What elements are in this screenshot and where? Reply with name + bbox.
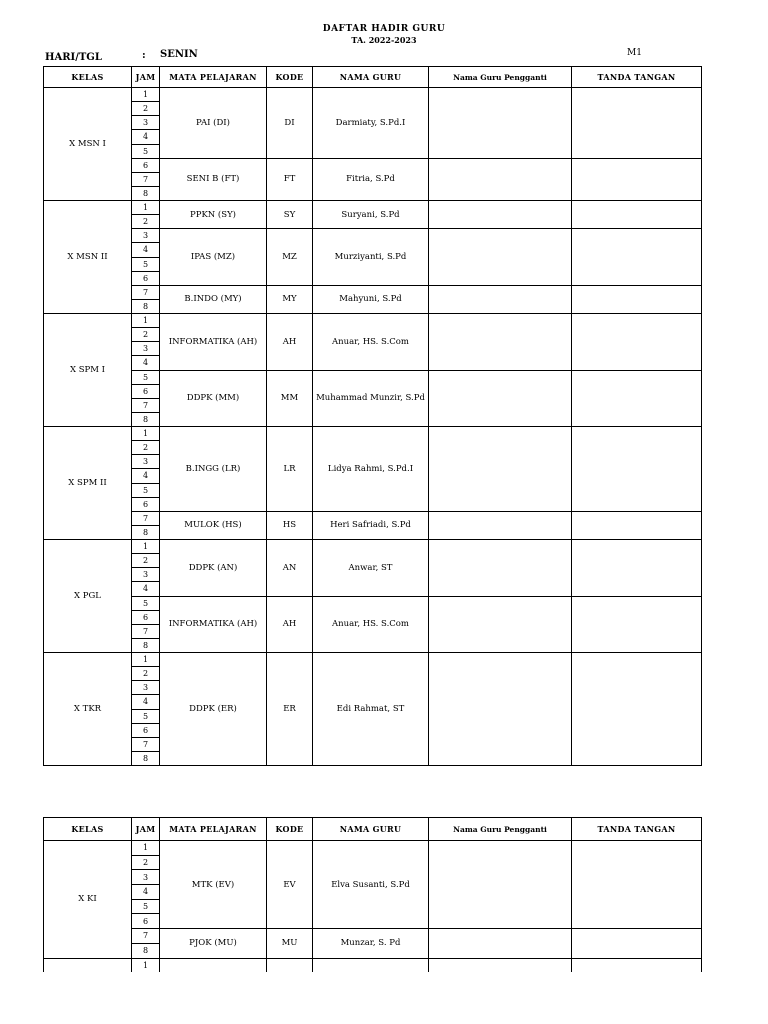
period-cell: 4 [132, 130, 160, 144]
period-cell: 1 [132, 958, 160, 972]
code-cell: DI [267, 88, 313, 159]
sheet-code: M1 [627, 48, 642, 58]
code-cell: MM [267, 370, 313, 427]
period-cell: 2 [132, 215, 160, 229]
period-cell: 5 [132, 144, 160, 158]
period-cell: 4 [132, 695, 160, 709]
code-cell: AN [267, 540, 313, 597]
period-cell: 3 [132, 870, 160, 885]
period-cell: 7 [132, 285, 160, 299]
period-cell: 7 [132, 929, 160, 944]
teacher-cell: Fitria, S.Pd [313, 158, 429, 200]
subject-cell: INFORMATIKA (AH) [160, 596, 267, 653]
period-cell: 8 [132, 412, 160, 426]
period-cell: 8 [132, 186, 160, 200]
column-header: JAM [132, 67, 160, 88]
teacher-cell: Edi Rahmat, ST [313, 653, 429, 766]
code-cell: ER [267, 653, 313, 766]
subject-cell: PJOK (MU) [160, 929, 267, 958]
code-cell [267, 958, 313, 972]
teacher-cell: Suryani, S.Pd [313, 201, 429, 229]
column-header: TANDA TANGAN [572, 818, 702, 841]
class-cell: X MSN II [44, 201, 132, 314]
subject-cell: DDPK (ER) [160, 653, 267, 766]
code-cell: MY [267, 285, 313, 313]
period-cell: 2 [132, 102, 160, 116]
period-cell: 1 [132, 314, 160, 328]
subject-cell: MTK (EV) [160, 841, 267, 929]
period-cell: 7 [132, 737, 160, 751]
teacher-cell: Elva Susanti, S.Pd [313, 841, 429, 929]
period-cell: 7 [132, 624, 160, 638]
signature-cell[interactable] [572, 958, 702, 972]
period-cell: 6 [132, 384, 160, 398]
period-cell: 4 [132, 885, 160, 900]
class-cell: X TKR [44, 653, 132, 766]
period-cell: 3 [132, 342, 160, 356]
code-cell: MZ [267, 229, 313, 286]
period-cell: 3 [132, 229, 160, 243]
period-cell: 7 [132, 511, 160, 525]
period-cell: 4 [132, 469, 160, 483]
period-cell: 7 [132, 398, 160, 412]
column-header: TANDA TANGAN [572, 67, 702, 88]
column-header: KODE [267, 67, 313, 88]
period-cell: 8 [132, 638, 160, 652]
substitute-teacher-cell[interactable] [429, 841, 572, 929]
code-cell: FT [267, 158, 313, 200]
period-cell: 2 [132, 667, 160, 681]
column-header: NAMA GURU [313, 818, 429, 841]
subject-cell: INFORMATIKA (AH) [160, 314, 267, 371]
column-header: KELAS [44, 818, 132, 841]
subject-cell: DDPK (AN) [160, 540, 267, 597]
code-cell: HS [267, 511, 313, 539]
period-cell: 1 [132, 540, 160, 554]
table-row [44, 929, 702, 944]
school-year: TA. 2022-2023 [351, 35, 417, 45]
subject-cell: PPKN (SY) [160, 201, 267, 229]
code-cell: LR [267, 427, 313, 512]
subject-cell: B.INGG (LR) [160, 427, 267, 512]
period-cell: 4 [132, 356, 160, 370]
period-cell: 3 [132, 455, 160, 469]
substitute-teacher-cell[interactable] [429, 929, 572, 958]
period-cell: 2 [132, 554, 160, 568]
period-cell: 5 [132, 483, 160, 497]
column-header: NAMA GURU [313, 67, 429, 88]
day-value: SENIN [160, 49, 198, 60]
header-row [44, 818, 702, 841]
teacher-cell: Anwar, ST [313, 540, 429, 597]
teacher-cell: Darmiaty, S.Pd.I [313, 88, 429, 159]
period-cell: 7 [132, 172, 160, 186]
period-cell: 5 [132, 899, 160, 914]
column-header: KELAS [44, 67, 132, 88]
signature-cell[interactable] [572, 929, 702, 958]
teacher-cell: Mahyuni, S.Pd [313, 285, 429, 313]
period-cell: 3 [132, 681, 160, 695]
period-cell: 8 [132, 525, 160, 539]
code-cell: AH [267, 314, 313, 371]
period-cell: 6 [132, 723, 160, 737]
day-separator: : [142, 50, 146, 61]
period-cell: 4 [132, 582, 160, 596]
table-row [44, 958, 702, 972]
subject-cell: MULOK (HS) [160, 511, 267, 539]
class-cell: X KI [44, 841, 132, 959]
column-header: MATA PELAJARAN [160, 818, 267, 841]
column-header: JAM [132, 818, 160, 841]
period-cell: 8 [132, 751, 160, 765]
period-cell: 6 [132, 158, 160, 172]
teacher-cell: Lidya Rahmi, S.Pd.I [313, 427, 429, 512]
subject-cell: PAI (DI) [160, 88, 267, 159]
period-cell: 3 [132, 116, 160, 130]
teacher-cell: Munzar, S. Pd [313, 929, 429, 958]
period-cell: 2 [132, 441, 160, 455]
code-cell: AH [267, 596, 313, 653]
class-cell: X PGL [44, 540, 132, 653]
teacher-cell: Heri Safriadi, S.Pd [313, 511, 429, 539]
column-header: Nama Guru Pengganti [429, 67, 572, 88]
teacher-cell: Muhammad Munzir, S.Pd [313, 370, 429, 427]
period-cell: 6 [132, 271, 160, 285]
page-title: DAFTAR HADIR GURU [322, 24, 446, 34]
period-cell: 1 [132, 88, 160, 102]
subject-cell: B.INDO (MY) [160, 285, 267, 313]
class-cell: X MSN I [44, 88, 132, 201]
teacher-cell: Anuar, HS. S.Com [313, 596, 429, 653]
period-cell: 5 [132, 257, 160, 271]
period-cell: 3 [132, 568, 160, 582]
period-cell: 1 [132, 201, 160, 215]
class-cell: X SPM II [44, 427, 132, 540]
period-cell: 6 [132, 497, 160, 511]
period-cell: 8 [132, 943, 160, 958]
period-cell: 1 [132, 653, 160, 667]
code-cell: MU [267, 929, 313, 958]
subject-cell: DDPK (MM) [160, 370, 267, 427]
subject-cell: SENI B (FT) [160, 158, 267, 200]
period-cell: 5 [132, 596, 160, 610]
code-cell: EV [267, 841, 313, 929]
period-cell: 2 [132, 855, 160, 870]
period-cell: 5 [132, 370, 160, 384]
column-header: MATA PELAJARAN [160, 67, 267, 88]
signature-cell[interactable] [572, 841, 702, 929]
period-cell: 2 [132, 328, 160, 342]
code-cell: SY [267, 201, 313, 229]
column-header: Nama Guru Pengganti [429, 818, 572, 841]
period-cell: 8 [132, 299, 160, 313]
day-date-label: HARI/TGL [45, 52, 102, 63]
subject-cell: IPAS (MZ) [160, 229, 267, 286]
substitute-teacher-cell[interactable] [429, 958, 572, 972]
period-cell: 4 [132, 243, 160, 257]
period-cell: 6 [132, 610, 160, 624]
column-header: KODE [267, 818, 313, 841]
period-cell: 1 [132, 841, 160, 856]
class-cell: X SPM I [44, 314, 132, 427]
period-cell: 1 [132, 427, 160, 441]
attendance-table-2 [43, 817, 702, 972]
class-cell [44, 958, 132, 972]
teacher-cell: Murziyanti, S.Pd [313, 229, 429, 286]
subject-cell [160, 958, 267, 972]
table-row [44, 841, 702, 856]
period-cell: 5 [132, 709, 160, 723]
teacher-cell: Anuar, HS. S.Com [313, 314, 429, 371]
teacher-cell [313, 958, 429, 972]
period-cell: 6 [132, 914, 160, 929]
